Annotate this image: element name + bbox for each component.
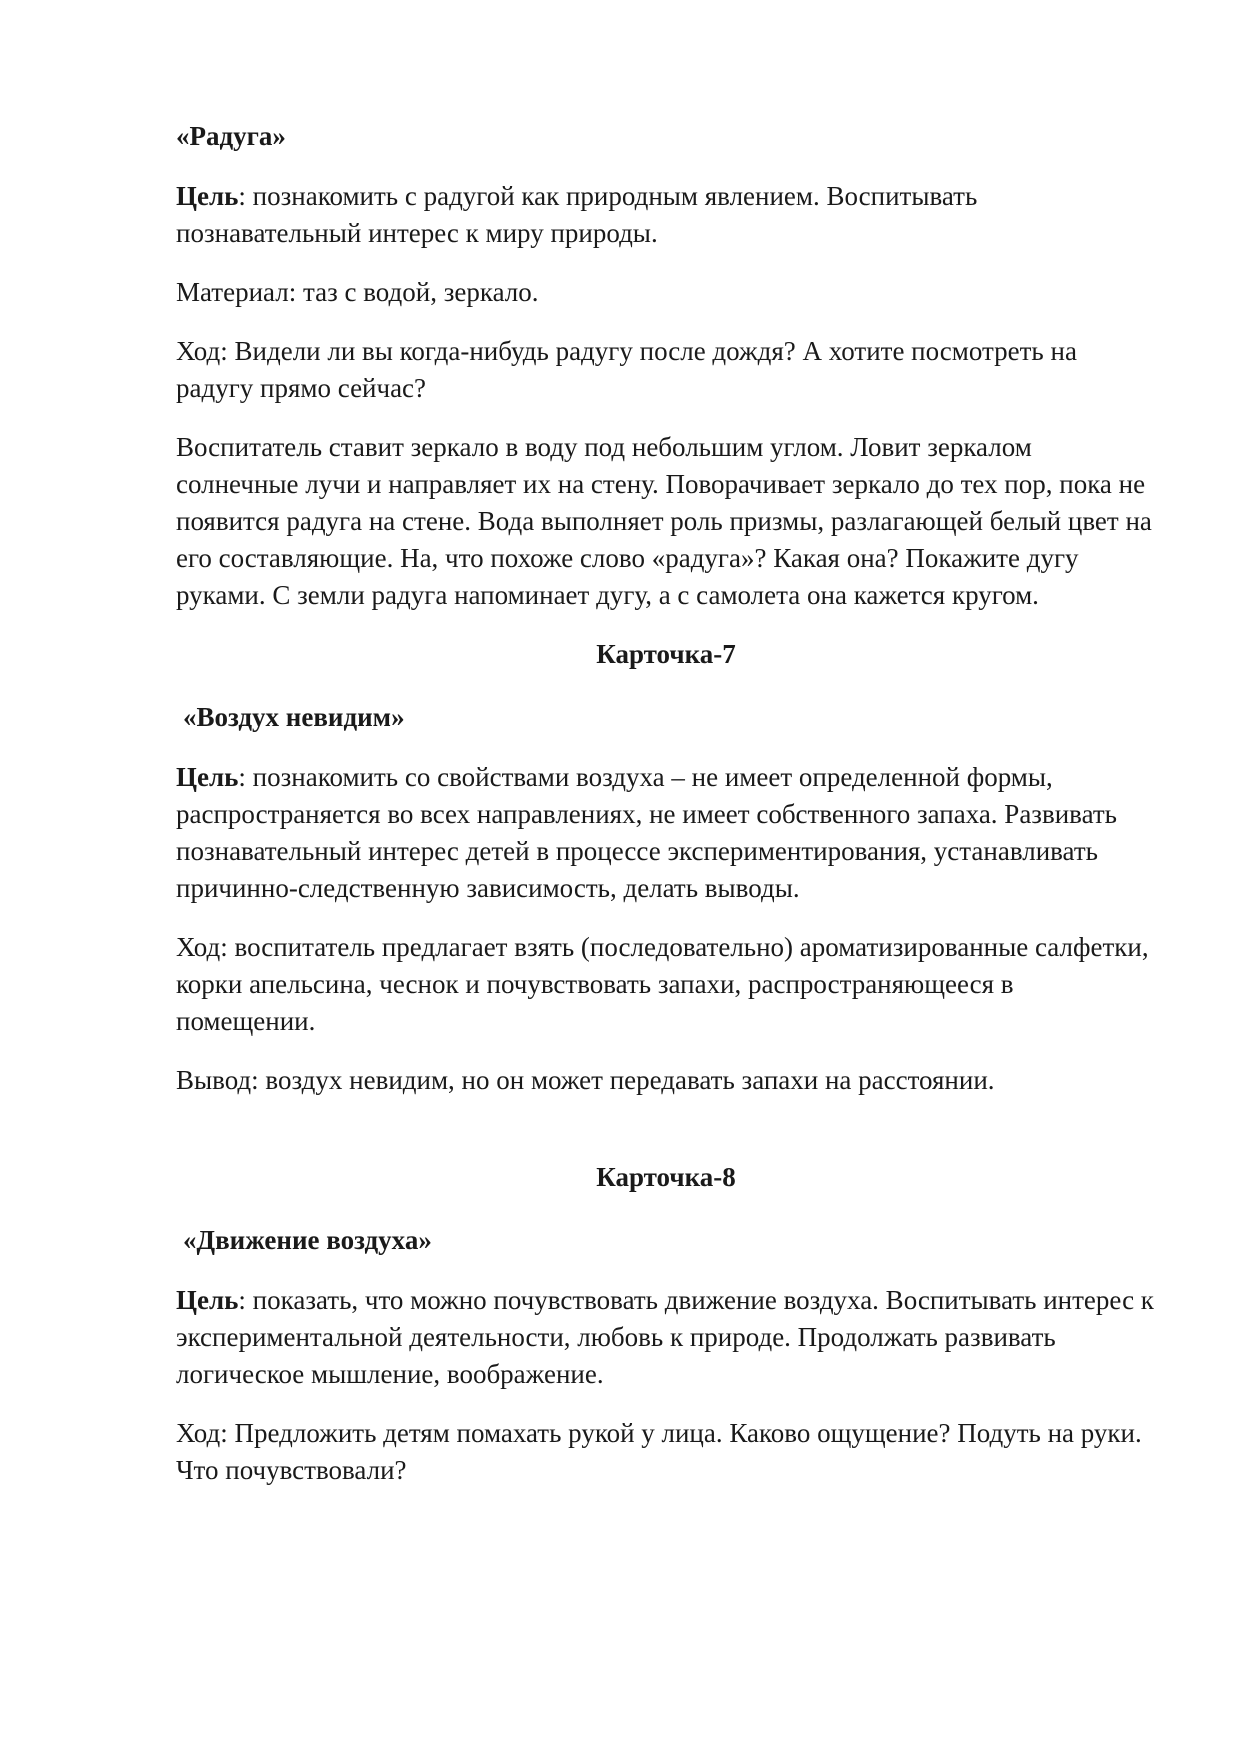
rainbow-goal-text: : познакомить с радугой как природным явлением. Воспитывать познавательный интерес к миру природы.	[176, 181, 978, 248]
card8-heading: Карточка-8	[596, 1162, 736, 1192]
rainbow-goal-label: Цель	[176, 181, 239, 211]
card7-procedure: Ход: воспитатель предлагает взять (последовательно) ароматизированные салфетки, корки апельсина, чеснок и почувствовать запахи, распространяющееся в помещении.	[176, 932, 1149, 1036]
page-content	[176, 118, 1156, 1511]
rainbow-goal	[176, 178, 1156, 252]
card8-goal-text: : показать, что можно почувствовать движение воздуха. Воспитывать интерес к экспериментальной деятельности, любовь к природе. Продолжать развивать логическое мышление, воображение.	[176, 1285, 1154, 1389]
rainbow-description: Воспитатель ставит зеркало в воду под небольшим углом. Ловит зеркалом солнечные лучи и направляет их на стену. Поворачивает зеркало до тех пор, пока не появится радуга на стене. Вода выполняет роль призмы, разлагающей белый цвет на его составляющие. На, что похоже слово «радуга»? Какая она? Покажите дугу руками. С земли радуга напоминает дугу, а с самолета она кажется кругом.	[176, 432, 1152, 610]
rainbow-material: Материал: таз с водой, зеркало.	[176, 277, 539, 307]
card8-title: «Движение воздуха»	[183, 1225, 432, 1255]
card7-conclusion: Вывод: воздух невидим, но он может передавать запахи на расстоянии.	[176, 1065, 995, 1095]
card8-goal	[176, 1282, 1156, 1393]
card8-goal-label: Цель	[176, 1285, 239, 1315]
rainbow-title: «Радуга»	[176, 121, 286, 151]
card8-procedure: Ход: Предложить детям помахать рукой у лица. Каково ощущение? Подуть на руки. Что почувствовали?	[176, 1418, 1142, 1485]
card7-heading: Карточка-7	[596, 639, 736, 669]
card7-title: «Воздух невидим»	[183, 702, 405, 732]
rainbow-procedure: Ход: Видели ли вы когда-нибудь радугу после дождя? А хотите посмотреть на радугу прямо сейчас?	[176, 336, 1077, 403]
card7-goal	[176, 759, 1156, 907]
card7-goal-text: : познакомить со свойствами воздуха – не имеет определенной формы, распространяется во всех направлениях, не имеет собственного запаха. Развивать познавательный интерес детей в процессе экспериментирования, устанавливать причинно-следственную зависимость, делать выводы.	[176, 762, 1117, 903]
card7-goal-label: Цель	[176, 762, 239, 792]
